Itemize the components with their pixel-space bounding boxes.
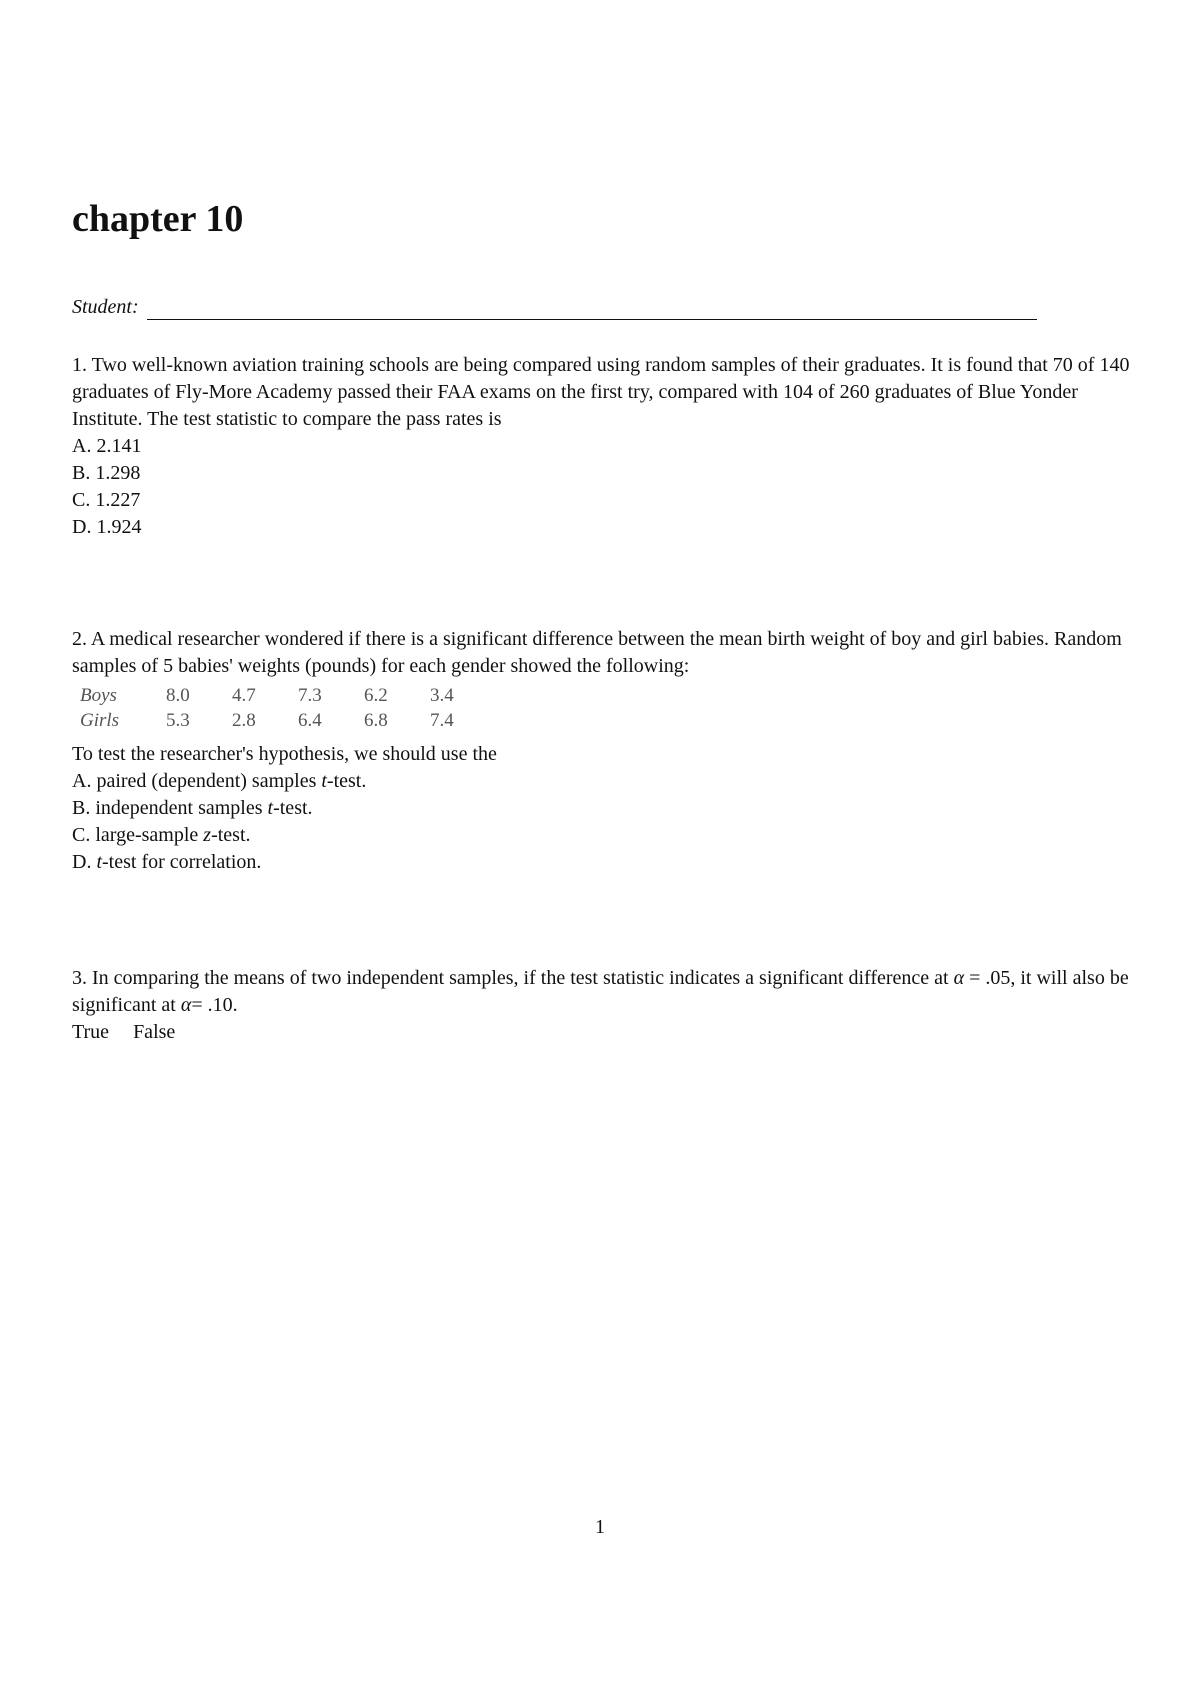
question-2-option-c: C. large-sample z-test. bbox=[72, 824, 251, 846]
question-1-body: Two well-known aviation training schools are being compared using random samples of their graduates. It is found that 70 of 140 graduates of Fly-More Academy passed their FAA exams on the first try, compared with 104 of 260 graduates of Blue Yonder Institute. The test statistic to compare the pass rates is bbox=[72, 354, 1130, 430]
table-row-girls bbox=[80, 708, 496, 733]
question-2-option-d: D. t-test for correlation. bbox=[72, 851, 262, 873]
table-cell: 5.3 bbox=[166, 710, 190, 731]
page-title: chapter 10 bbox=[72, 198, 244, 240]
question-2-option-a: A. paired (dependent) samples t-test. bbox=[72, 770, 367, 792]
table-cell: 7.4 bbox=[430, 710, 454, 731]
table-cell: 6.2 bbox=[364, 685, 388, 706]
question-1-option-b: B. 1.298 bbox=[72, 462, 141, 484]
question-1 bbox=[72, 352, 1137, 541]
table-cell: 4.7 bbox=[232, 685, 256, 706]
question-3-text: 3. In comparing the means of two independent samples, if the test statistic indicates a significant difference at α = .05, it will also be significant at α= .10. bbox=[72, 967, 1129, 1016]
table-cell: 3.4 bbox=[430, 685, 454, 706]
student-name-line bbox=[72, 294, 1037, 320]
question-2-body: A medical researcher wondered if there is a significant difference between the mean birth weight of boy and girl babies. Random samples of 5 babies' weights (pounds) for each gender showed the following: bbox=[72, 628, 1122, 677]
question-3-number: 3. bbox=[72, 967, 87, 989]
question-1-number: 1. bbox=[72, 354, 87, 376]
question-1-text bbox=[72, 352, 1137, 433]
table-cell: 2.8 bbox=[232, 710, 256, 731]
true-false-options bbox=[72, 1019, 1137, 1046]
student-name-blank bbox=[147, 299, 1037, 320]
table-cell: 7.3 bbox=[298, 685, 322, 706]
table-row-label: Girls bbox=[80, 710, 120, 731]
table-cell: 6.4 bbox=[298, 710, 322, 731]
question-1-option-a: A. 2.141 bbox=[72, 435, 142, 457]
question-2-number: 2. bbox=[72, 628, 87, 650]
question-3 bbox=[72, 965, 1137, 1046]
question-1-option-d: D. 1.924 bbox=[72, 516, 142, 538]
question-2-text bbox=[72, 626, 1137, 680]
question-2-follow-up: To test the researcher's hypothesis, we should use the bbox=[72, 743, 497, 765]
table-row-boys bbox=[80, 683, 496, 708]
option-true: True bbox=[72, 1021, 110, 1043]
option-false: False bbox=[133, 1021, 176, 1043]
student-label: Student: bbox=[72, 296, 139, 318]
question-2-option-b: B. independent samples t-test. bbox=[72, 797, 313, 819]
page-number: 1 bbox=[595, 1516, 605, 1538]
birth-weight-table bbox=[80, 683, 496, 733]
alpha-symbol: α bbox=[953, 967, 965, 989]
table-cell: 8.0 bbox=[166, 685, 190, 706]
question-2 bbox=[72, 626, 1137, 876]
table-cell: 6.8 bbox=[364, 710, 388, 731]
question-1-option-c: C. 1.227 bbox=[72, 489, 141, 511]
table-row-label: Boys bbox=[80, 685, 117, 706]
alpha-symbol: α bbox=[180, 994, 192, 1016]
